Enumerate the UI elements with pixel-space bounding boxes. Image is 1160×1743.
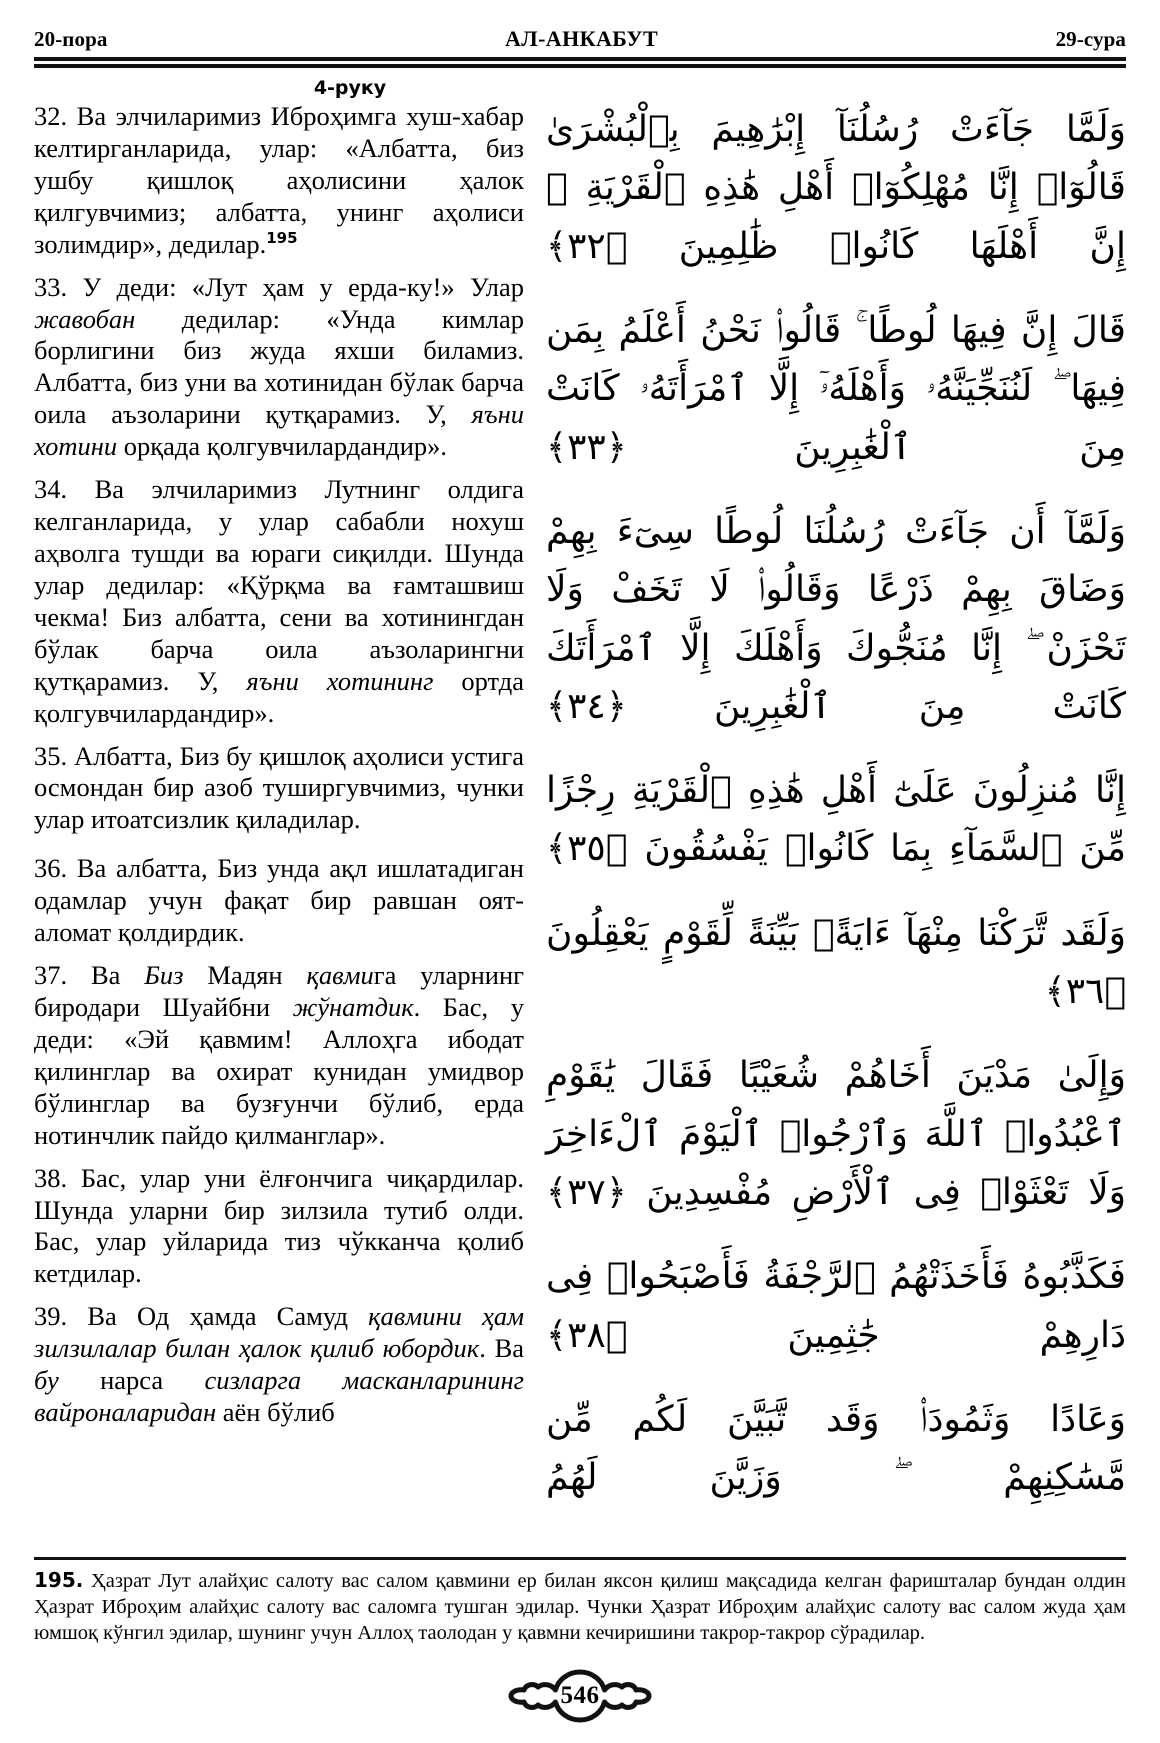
ayah-block-38: فَكَذَّبُوهُ فَأَخَذَتْهُمُ ٱلرَّجْفَةُ فَأَصْبَحُوا۟ فِى دَارِهِمْ جَٰثِمِينَ ﴿٣٨﴾: [546, 1256, 1126, 1356]
page-number-ornament: [495, 1667, 665, 1725]
verse-35-text: 35. Албатта, Биз бу қишлоқ аҳолиси устига осмондан бир азоб туширгувчимиз, чунки улар итоатсизлик қиладилар.: [34, 740, 524, 835]
ayah-block-35: إِنَّا مُنزِلُونَ عَلَىٰٓ أَهْلِ هَٰذِهِ ٱلْقَرْيَةِ رِجْزًا مِّنَ ٱلسَّمَآءِ بِمَا كَانُوا۟ يَفْسُقُونَ ﴿٣٥﴾: [546, 770, 1126, 870]
verse-32: [34, 101, 524, 261]
ayah-block-34: وَلَمَّآ أَن جَآءَتْ رُسُلُنَا لُوطًا سِىٓءَ بِهِمْ وَضَاقَ بِهِمْ ذَرْعًا وَقَالُوا۟ لَا تَخَفْ وَلَا تَحْزَنْ ۖ إِنَّا مُنَجُّوكَ وَأَهْلَكَ إِلَّا ٱمْرَأَتَكَ كَانَتْ مِنَ ٱلْغَٰبِرِينَ ﴿٣٤﴾: [546, 510, 1126, 727]
footnote-195: [34, 1568, 1126, 1647]
verse-36-text: 36. Ва албатта, Биз унда ақл ишлатадиган одамлар учун фақат бир равшан оят-аломат қолдирдик.: [34, 853, 524, 948]
verse-38: [34, 1163, 524, 1291]
header-juz-label: 20-пора: [34, 27, 108, 51]
verse-39: [34, 1301, 524, 1429]
verse-34-text: 34. Ва элчиларимиз Лутнинг олдига келганларида, у улар сабабли нохуш аҳволга тушди ва юраги сиқилди. Шунда улар дедилар: «Қўрқма ва ғамташвиш чекма! Биз албатта, сени ва хотинингдан бўлак барча оила аъзоларингни қутқарамиз. У, яъни хотининг ортда қолгувчилардандир».: [34, 474, 524, 728]
verse-37-text: 37. Ва Биз Мадян қавмига уларнинг биродари Шуайбни жўнатдик. Бас, у деди: «Эй қавмим! Аллоҳга ибодат қилинглар ва охират кунидан умидвор бўлинглар ва бузғунчи бўлиб, ерда нотинчлик пайдо қилманглар».: [34, 960, 524, 1150]
ayah-block-37: وَإِلَىٰ مَدْيَنَ أَخَاهُمْ شُعَيْبًا فَقَالَ يَٰقَوْمِ ٱعْبُدُوا۟ ٱللَّهَ وَٱرْجُوا۟ ٱلْيَوْمَ ٱلْءَاخِرَ وَلَا تَعْثَوْا۟ فِى ٱلْأَرْضِ مُفْسِدِينَ ﴿٣٧﴾: [546, 1055, 1126, 1213]
footnote-divider: [34, 1557, 1126, 1560]
header-surah-title: АЛ-АНКАБУТ: [505, 26, 659, 51]
ayah-block-39: وَعَادًا وَثَمُودَا۟ وَقَد تَّبَيَّنَ لَكُم مِّن مَّسَٰكِنِهِمْ ۖ وَزَيَّنَ لَهُمُ: [546, 1398, 1126, 1499]
ayah-block-33: قَالَ إِنَّ فِيهَا لُوطًا ۚ قَالُوا۟ نَحْنُ أَعْلَمُ بِمَن فِيهَا ۖ لَنُنَجِّيَنَّهُۥ وَأَهْلَهُۥٓ إِلَّا ٱمْرَأَتَهُۥ كَانَتْ مِنَ ٱلْغَٰبِرِينَ ﴿٣٣﴾: [546, 309, 1126, 468]
page-body: [34, 101, 1126, 1508]
verse-33: [34, 272, 524, 464]
translation-column: [34, 101, 524, 1429]
verse-39-text: 39. Ва Од ҳамда Самуд қавмини ҳам зилзилалар билан ҳалок қилиб юбордик. Ва бу нарса сизларга масканларининг вайроналаридан аён бўлиб: [34, 1301, 525, 1428]
header-surah-number: 29-сура: [1055, 27, 1126, 51]
footnote-ref-195[interactable]: 195: [266, 228, 298, 247]
footnote-text: Ҳазрат Лут алайҳис салоту вас салом қавмини ер билан яксон қилиш мақсадида келган фаришталар бундан олдин Ҳазрат Иброҳим алайҳис салоту вас саломга тушган эдилар. Чунки Ҳазрат Иброҳим алайҳис салоту вас салом жуда ҳам юмшоқ кўнгил эдилар, шунинг учун Аллоҳ таолодан у қавмни кечиришини такрор-такрор сўрадилар.: [34, 1570, 1126, 1645]
verse-34: [34, 474, 524, 729]
verse-32-text: 32. Ва элчиларимиз Иброҳимга хуш-хабар келтирганларида, улар: «Албатта, биз ушбу қишлоқ аҳолисини ҳалок қилгувчимиз; албатта, унинг аҳолиси золимдир», дедилар.: [34, 101, 524, 259]
running-header: [34, 0, 1126, 52]
verse-36: [34, 853, 524, 949]
verse-37: [34, 960, 524, 1152]
footnote-number: 195.: [34, 1568, 84, 1593]
verse-33-text: 33. У деди: «Лут ҳам у ерда-ку!» Улар жавобан дедилар: «Унда кимлар борлигини биз жуда яхши биламиз. Албатта, биз уни ва хотинидан бўлак барча оила аъзоларини қутқарамиз. У, яъни хотини орқада қолгувчилардандир».: [34, 271, 524, 462]
verse-38-text: 38. Бас, улар уни ёлғончига чиқардилар. Шунда уларни бир зилзила тутиб олди. Бас, улар уйларида тиз чўкканча қолиб кетдилар.: [34, 1162, 524, 1289]
ayah-block-36: وَلَقَد تَّرَكْنَا مِنْهَآ ءَايَةًۢ بَيِّنَةً لِّقَوْمٍ يَعْقِلُونَ ﴿٣٦﴾: [546, 912, 1126, 1013]
page-footer: [0, 1667, 1160, 1725]
ruku-heading: 4-руку: [313, 77, 387, 99]
page-number: 546: [560, 1682, 600, 1709]
arabic-column: [546, 101, 1126, 1508]
header-divider: [34, 57, 1126, 68]
verse-35: [34, 741, 524, 837]
ayah-block-32: وَلَمَّا جَآءَتْ رُسُلُنَآ إِبْرَٰهِيمَ بِٱلْبُشْرَىٰ قَالُوٓا۟ إِنَّا مُهْلِكُوٓا۟ أَهْلِ هَٰذِهِ ٱلْقَرْيَةِ ۖ إِنَّ أَهْلَهَا كَانُوا۟ ظَٰلِمِينَ ﴿٣٢﴾: [546, 109, 1126, 267]
footnote-section: [34, 1557, 1126, 1647]
